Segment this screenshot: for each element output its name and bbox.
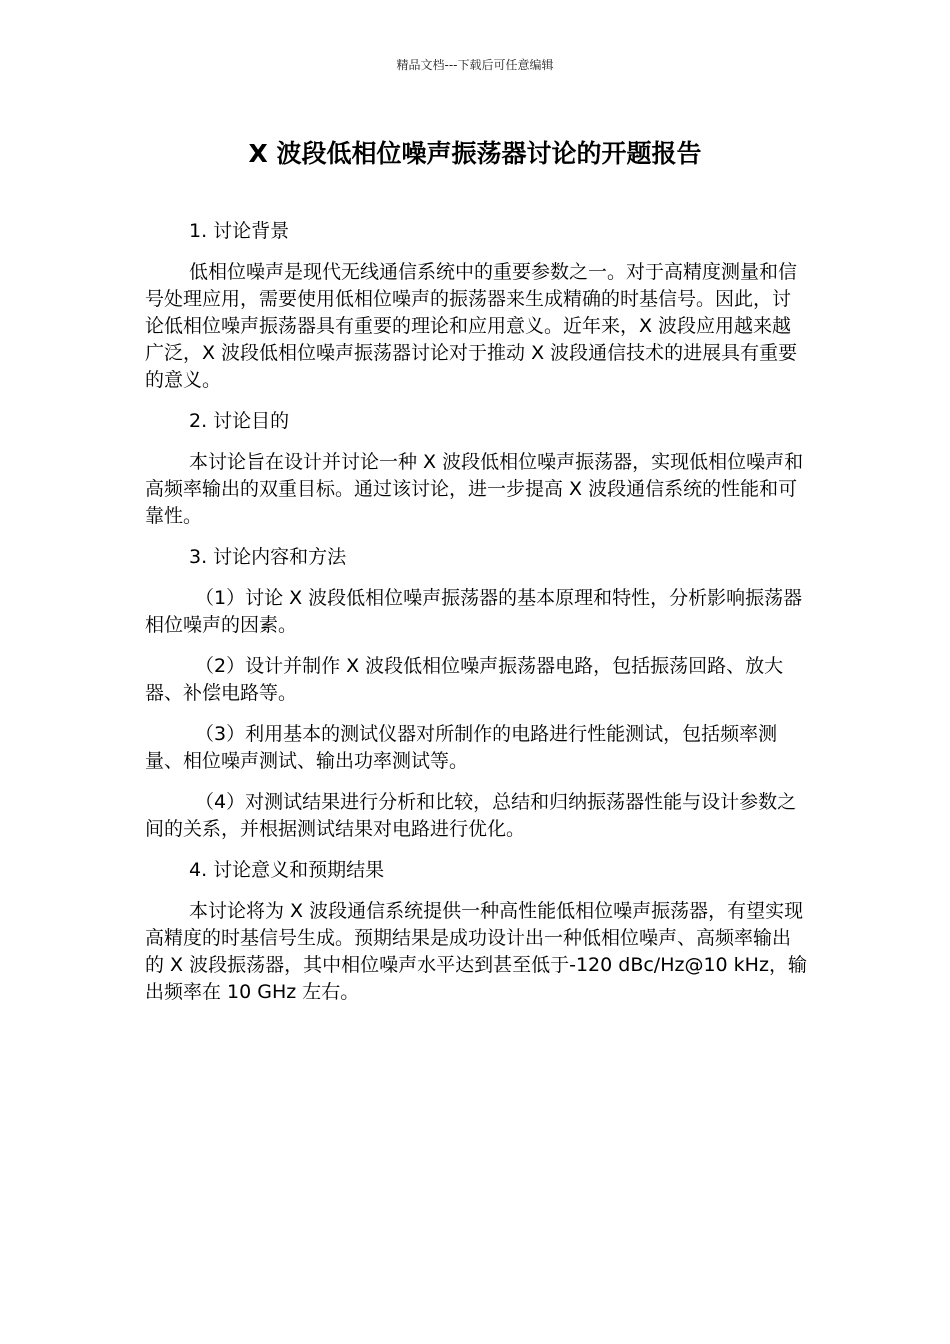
section-heading-significance: 4. 讨论意义和预期结果 — [189, 859, 385, 881]
section-heading-content-methods: 3. 讨论内容和方法 — [189, 546, 347, 568]
document-body — [145, 218, 809, 1020]
paragraph-significance: 本讨论将为 X 波段通信系统提供一种高性能低相位噪声振荡器，有望实现高精度的时基信号生成。预期结果是成功设计出一种低相位噪声、高频率输出的 X 波段振荡器，其中相位噪声水平达到甚至低于-120 dBc/Hz@10 kHz，输出频率在 10 GHz 左右。 — [145, 900, 807, 1003]
section-heading-background: 1. 讨论背景 — [189, 220, 290, 242]
document-title: X 波段低相位噪声振荡器讨论的开题报告 — [248, 139, 702, 168]
list-item-method-1: （1）讨论 X 波段低相位噪声振荡器的基本原理和特性，分析影响振荡器相位噪声的因素。 — [145, 587, 803, 636]
list-item-method-2: （2）设计并制作 X 波段低相位噪声振荡器电路，包括振荡回路、放大器、补偿电路等。 — [145, 655, 784, 704]
paragraph-purpose: 本讨论旨在设计并讨论一种 X 波段低相位噪声振荡器，实现低相位噪声和高频率输出的双重目标。通过该讨论，进一步提高 X 波段通信系统的性能和可靠性。 — [145, 451, 804, 527]
section-heading-purpose: 2. 讨论目的 — [189, 410, 290, 432]
page-header-watermark: 精品文档---下载后可任意编辑 — [396, 58, 554, 72]
paragraph-background: 低相位噪声是现代无线通信系统中的重要参数之一。对于高精度测量和信号处理应用，需要使用低相位噪声的振荡器来生成精确的时基信号。因此，讨论低相位噪声振荡器具有重要的理论和应用意义。近年来，X 波段应用越来越广泛，X 波段低相位噪声振荡器讨论对于推动 X 波段通信技术的进展具有重要的意义。 — [145, 261, 798, 391]
list-item-method-4: （4）对测试结果进行分析和比较，总结和归纳振荡器性能与设计参数之间的关系，并根据测试结果对电路进行优化。 — [145, 791, 797, 840]
list-item-method-3: （3）利用基本的测试仪器对所制作的电路进行性能测试，包括频率测量、相位噪声测试、输出功率测试等。 — [145, 723, 778, 772]
